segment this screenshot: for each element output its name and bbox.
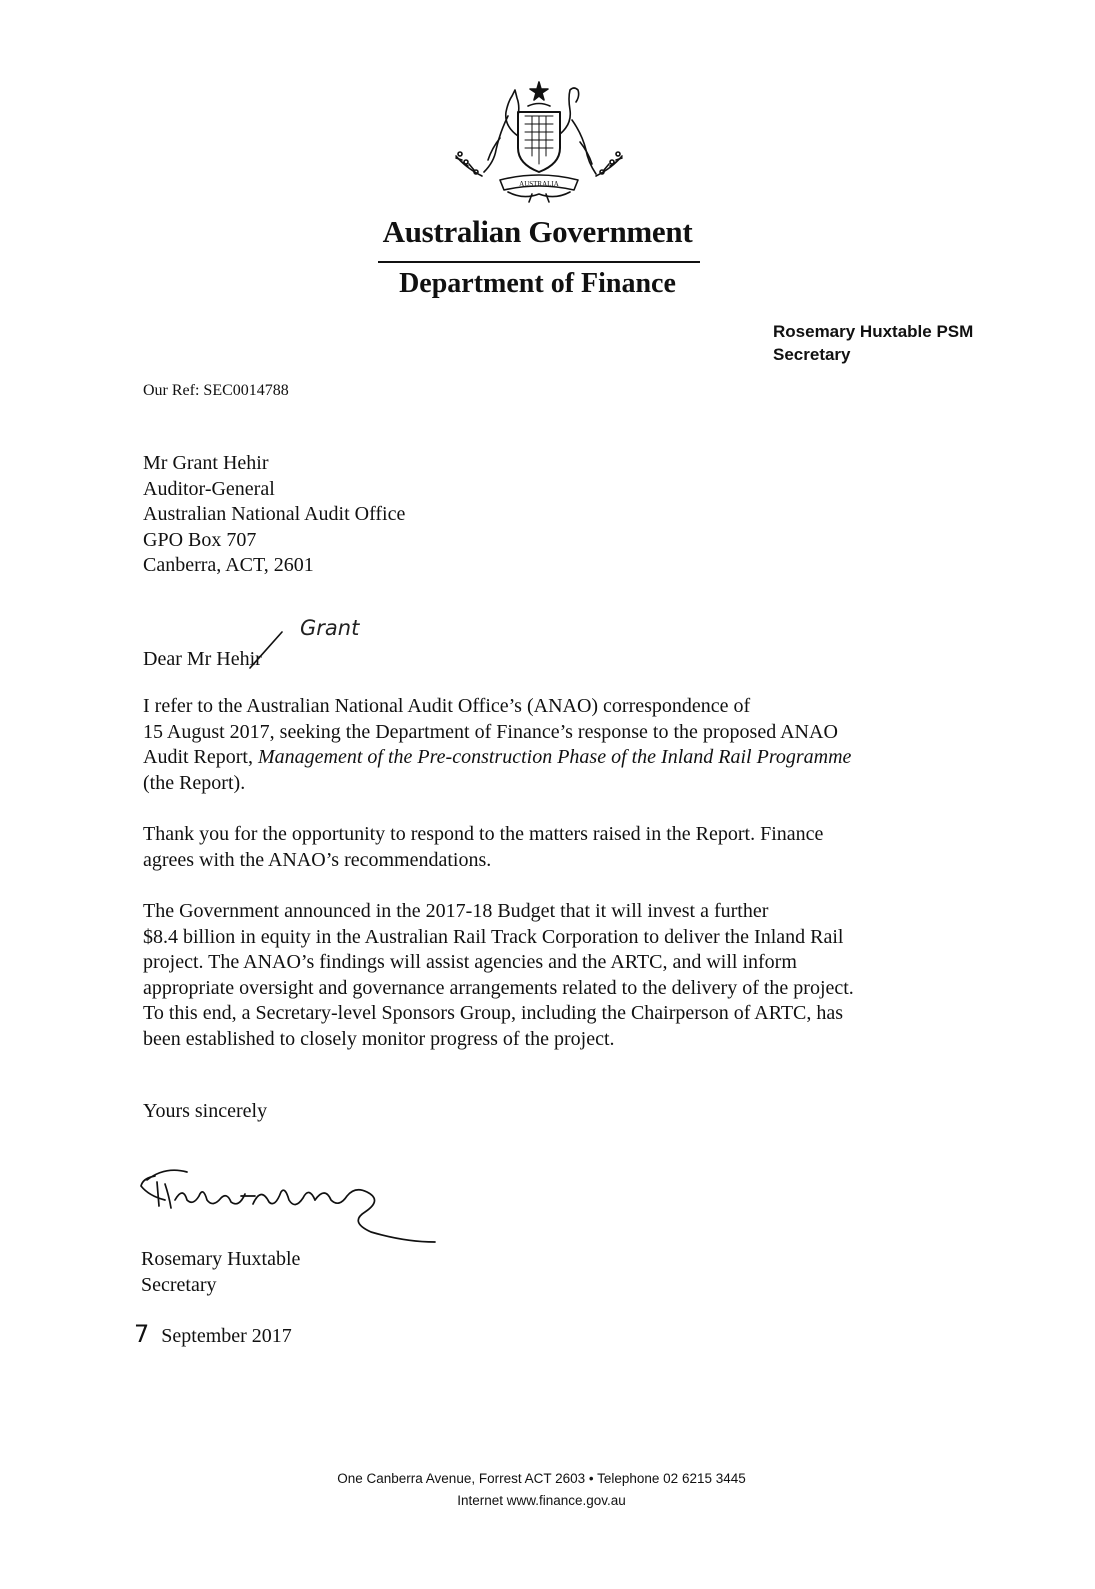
address-line: GPO Box 707	[143, 528, 257, 551]
footer-address: One Canberra Avenue, Forrest ACT 2603 • Telephone 02 6215 3445	[337, 1471, 746, 1486]
paragraph-line: been established to closely monitor progress of the project.	[143, 1027, 615, 1050]
department-title: Department of Finance	[399, 268, 676, 299]
government-title: Australian Government	[382, 214, 693, 249]
paragraph-line: agrees with the ANAO’s recommendations.	[143, 848, 492, 871]
paragraph-line: The Government announced in the 2017-18 Budget that it will invest a further	[143, 900, 769, 922]
body-paragraph-2	[143, 822, 963, 873]
salutation: Dear Mr Hehir	[143, 648, 262, 670]
report-prefix: Audit Report,	[143, 746, 258, 768]
crest-scroll-label: AUSTRALIA	[519, 180, 559, 188]
paragraph-line: Thank you for the opportunity to respond to the matters raised in the Report. Finance	[143, 823, 824, 845]
sender-title: Secretary	[773, 345, 851, 364]
handwritten-day: 7	[134, 1320, 150, 1348]
paragraph-line: 15 August 2017, seeking the Department of Finance’s response to the proposed ANAO	[143, 720, 838, 743]
sender-name: Rosemary Huxtable PSM	[773, 322, 974, 341]
paragraph-line: $8.4 billion in equity in the Australian Rail Track Corporation to deliver the Inland Rail	[143, 925, 844, 948]
paragraph-line: To this end, a Secretary-level Sponsors Group, including the Chairperson of ARTC, has	[143, 1002, 844, 1024]
letter-date	[134, 1320, 292, 1348]
signatory-name: Rosemary Huxtable	[141, 1248, 301, 1270]
paragraph-line	[143, 745, 963, 771]
closing: Yours sincerely	[143, 1100, 268, 1122]
address-line: Canberra, ACT, 2601	[143, 554, 314, 576]
sender-block	[773, 320, 973, 366]
paragraph-line: I refer to the Australian National Audit Office’s (ANAO) correspondence of	[143, 695, 751, 717]
signatory-block	[141, 1246, 300, 1298]
coat-of-arms-logo	[448, 76, 630, 206]
handwritten-name: Grant	[300, 616, 360, 640]
handwritten-signature	[135, 1156, 440, 1252]
signatory-title: Secretary	[141, 1274, 217, 1296]
paragraph-line: (the Report).	[143, 771, 246, 794]
address-line: Australian National Audit Office	[143, 503, 406, 525]
recipient-address	[143, 451, 405, 579]
letterhead-divider	[378, 261, 700, 263]
address-line: Mr Grant Hehir	[143, 452, 269, 474]
report-title: Management of the Pre-construction Phase of the Inland Rail Programme	[258, 746, 852, 768]
date-month-year: September 2017	[161, 1325, 292, 1347]
handwritten-strikethrough	[246, 628, 286, 672]
body-paragraph-1	[143, 694, 963, 796]
address-line: Auditor-General	[143, 477, 275, 500]
reference-number: Our Ref: SEC0014788	[143, 382, 289, 399]
body-paragraph-3	[143, 899, 963, 1052]
paragraph-line: appropriate oversight and governance arrangements related to the delivery of the project.	[143, 976, 854, 999]
footer-website: Internet www.finance.gov.au	[457, 1493, 626, 1508]
paragraph-line: project. The ANAO’s findings will assist agencies and the ARTC, and will inform	[143, 951, 797, 973]
